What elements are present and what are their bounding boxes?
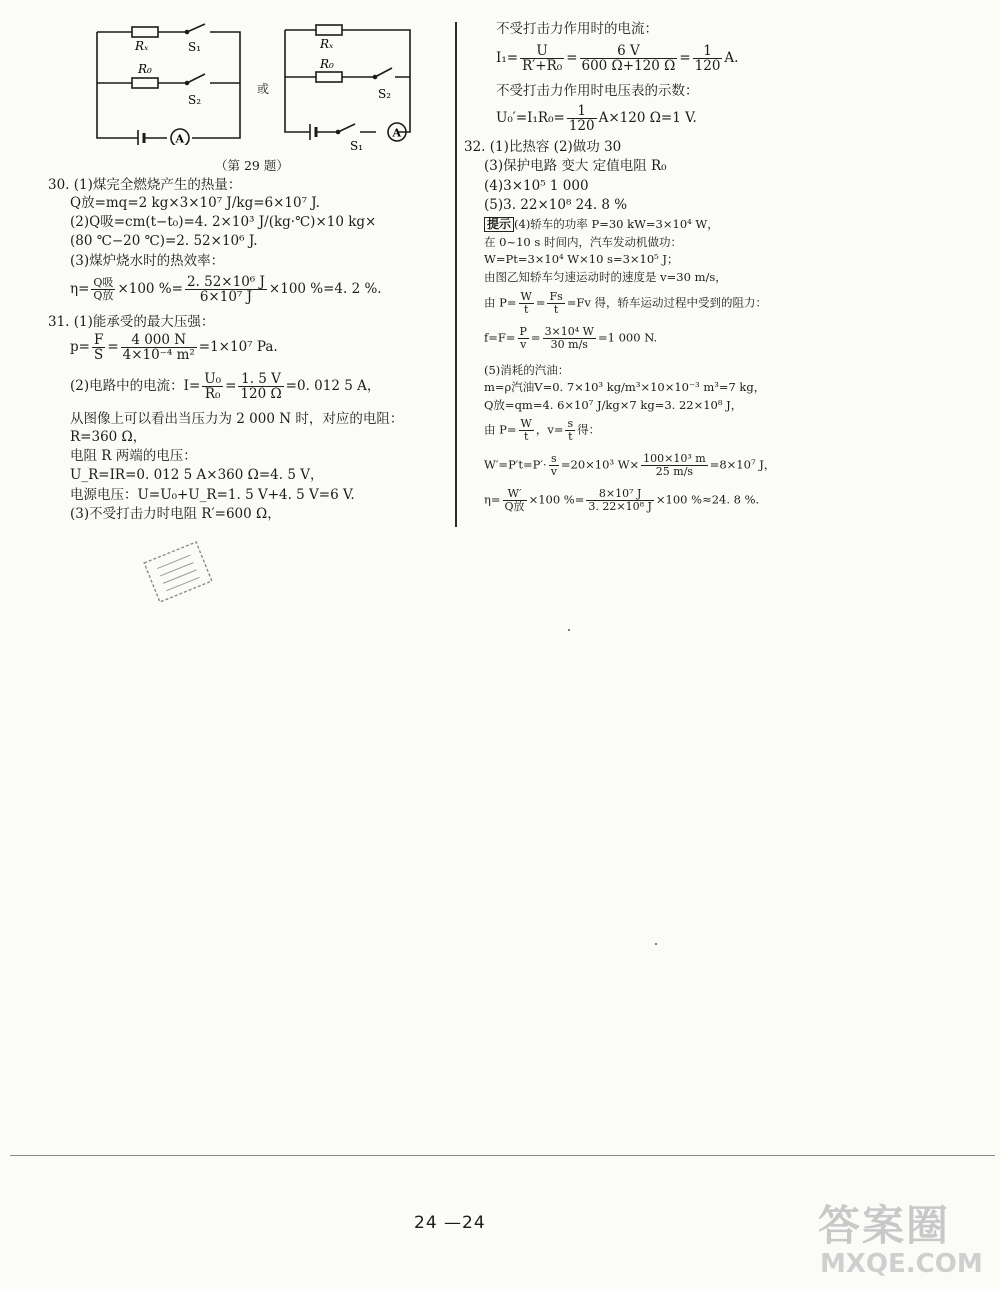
q32-line-9 [484, 291, 767, 316]
q32-line-16 [484, 488, 759, 513]
q32-frac-4-num: 3×10⁴ W [544, 325, 594, 338]
q32-frac-7 [549, 453, 559, 478]
q32-frac-4 [543, 326, 596, 351]
q32-line-10 [484, 326, 657, 351]
label-s2-2: S₂ [378, 87, 392, 101]
q32-frac-3-num: P [519, 325, 527, 338]
q30-line-4: (80 ℃−20 ℃)=2. 52×10⁶ J. [70, 233, 258, 249]
q32-frac-5 [519, 418, 534, 443]
label-s1-2: S₁ [350, 139, 364, 152]
q31-frac-2-den: 4×10⁻⁴ m² [122, 347, 195, 363]
r-frac-1-den: R′+R₀ [522, 58, 563, 74]
q32-line-3: (4)3×10⁵ 1 000 [484, 178, 589, 194]
r-line-2 [496, 44, 738, 73]
q31-line-2 [70, 333, 278, 362]
q32-line-1: 32. (1)比热容 (2)做功 30 [464, 139, 622, 155]
q32-frac-10-num: 8×10⁷ J [586, 488, 654, 501]
label-rx-2: Rₓ [320, 37, 334, 51]
q32-tip-text: (4)轿车的功率 P=30 kW=3×10⁴ W， [514, 217, 719, 231]
figure-caption: （第 29 题） [215, 158, 289, 173]
q31-frac-1 [92, 333, 105, 362]
q32-frac-9-den: Q放 [504, 500, 525, 513]
r-line-3: 不受打击力作用时电压表的示数： [496, 83, 699, 99]
q30-frac-2-den: 6×10⁷ J [199, 289, 253, 305]
q32-l16-pre: η= [484, 492, 501, 507]
r-frac-3-den: 120 [694, 58, 721, 74]
q30-frac-1 [91, 277, 115, 302]
q31-line-7: U_R=IR=0. 012 5 A×360 Ω=4. 5 V， [70, 467, 324, 483]
q32-line-15 [484, 453, 775, 478]
scan-speck [655, 943, 657, 945]
watermark-logo [818, 1193, 993, 1285]
q30-line-6 [70, 275, 382, 304]
q32-frac-10 [586, 488, 654, 513]
q31-frac-2-num: 4 000 N [121, 333, 197, 348]
r-frac-2-den: 600 Ω+120 Ω [581, 58, 676, 74]
q32-l15-pre: W′=P′t=P′· [484, 457, 547, 472]
left-column [0, 0, 455, 540]
q31-frac-3-den: R₀ [204, 386, 221, 402]
r-frac-2-num: 6 V [580, 44, 678, 59]
q32-line-2: (3)保护电路 变大 定值电阻 R₀ [484, 158, 667, 174]
r-frac-4-num: 1 [567, 104, 597, 119]
q31-line-8: 电源电压：U=U₀+U_R=1. 5 V+4. 5 V=6 V. [70, 487, 355, 503]
q31-frac-4-den: 120 Ω [240, 386, 282, 402]
q32-frac-6 [565, 418, 575, 443]
q32-frac-2-den: t [553, 303, 559, 316]
q32-l10-post: =1 000 N. [598, 330, 658, 345]
r-eq-2: = [679, 50, 691, 66]
q31-frac-3-num: U₀ [204, 371, 222, 387]
label-s1: S₁ [188, 40, 202, 54]
q31-frac-3 [202, 372, 223, 401]
r-frac-1-num: U [520, 44, 564, 59]
r-frac-4 [567, 104, 597, 133]
r-frac-2 [580, 44, 678, 73]
label-ammeter-2: A [392, 126, 402, 140]
q32-line-8: 由图乙知轿车匀速运动时的速度是 v=30 m/s， [484, 270, 727, 284]
q32-frac-7-num: s [549, 453, 559, 466]
q31-current-label: (2)电路中的电流：I= [70, 378, 201, 394]
q32-frac-8-den: 25 m/s [655, 465, 694, 478]
q32-frac-10-den: 3. 22×10⁸ J [588, 500, 652, 513]
q30-frac-1-num: Q吸 [93, 276, 114, 289]
q31-line-1: 31. (1)能承受的最大压强： [48, 314, 215, 330]
q32-frac-2 [547, 291, 564, 316]
q32-frac-3 [518, 326, 529, 351]
r-frac-4-den: 120 [568, 118, 595, 134]
q31-line-4: 从图像上可以看出当压力为 2 000 N 时，对应的电阻： [70, 411, 404, 427]
q32-line-4: (5)3. 22×10⁸ 24. 8 % [484, 197, 628, 213]
column-divider [455, 22, 457, 527]
r-eq-1: = [566, 50, 578, 66]
q32-line-11: (5)消耗的汽油： [484, 363, 570, 377]
q32-frac-4-den: 30 m/s [550, 338, 588, 351]
q30-result: ×100 %=4. 2 %. [268, 281, 382, 297]
q32-frac-6-den: t [568, 430, 573, 443]
r-frac-3 [693, 44, 723, 73]
q32-frac-5-num: W [520, 417, 532, 430]
scan-speck [568, 629, 570, 631]
r-frac-1 [520, 44, 564, 73]
q32-frac-3-den: v [520, 338, 527, 351]
q30-line-1: 30. (1)煤完全燃烧产生的热量： [48, 177, 242, 193]
q32-l10-pre: f=F= [484, 330, 516, 345]
q32-l10-eq: = [530, 330, 541, 345]
label-ammeter: A [175, 132, 185, 145]
q31-current-result: =0. 012 5 A， [285, 378, 381, 394]
q31-line-5: R=360 Ω， [70, 429, 147, 445]
r-i1: I₁= [496, 50, 519, 66]
label-s2: S₂ [188, 93, 202, 107]
q32-frac-6-num: s [567, 417, 574, 430]
q31-line-9: (3)不受打击力时电阻 R′=600 Ω， [70, 506, 281, 522]
q32-frac-7-den: v [550, 465, 557, 478]
q32-l9-pre: 由 P= [484, 295, 517, 310]
r-u0: U₀′=I₁R₀= [496, 110, 565, 126]
q30-mid: ×100 %= [117, 281, 183, 297]
r-unit-a: A. [724, 50, 739, 66]
footer-rule [10, 1155, 995, 1156]
circuit-diagram-2 [280, 22, 455, 152]
page-number: 24 —24 [414, 1213, 486, 1233]
or-label: 或 [257, 82, 270, 96]
q32-frac-9-num: W′ [503, 488, 527, 501]
q31-line-3 [70, 372, 380, 401]
r-u0-result: A×120 Ω=1 V. [598, 110, 697, 126]
q32-l15-mid: =20×10³ W× [560, 457, 640, 472]
q31-p: p= [70, 339, 90, 355]
q32-frac-9 [503, 488, 527, 513]
r-line-1: 不受打击力作用时的电流： [496, 21, 658, 37]
label-r0-2: R₀ [320, 57, 334, 71]
q32-l16-mid: ×100 %= [528, 492, 585, 507]
label-rx: Rₓ [135, 39, 149, 53]
q30-line-5: (3)煤炉烧水时的热效率： [70, 253, 225, 269]
q32-l14-mid: ，v= [535, 422, 564, 437]
q32-frac-1-num: W [520, 290, 532, 303]
q32-l16-post: ×100 %≈24. 8 %. [655, 492, 760, 507]
tip-badge: 提示 [484, 217, 514, 232]
r-frac-3-num: 1 [693, 44, 723, 59]
watermark-cn: 答案圈 [818, 1201, 951, 1250]
q30-frac-2-num: 2. 52×10⁶ J [186, 274, 265, 290]
q32-frac-1-den: t [523, 303, 529, 316]
q31-frac-4 [238, 372, 283, 401]
q32-l9-post: =Fv 得，轿车运动过程中受到的阻力： [566, 295, 768, 310]
q31-pressure-result: =1×10⁷ Pa. [198, 339, 278, 355]
q32-line-12: m=ρ汽油V=0. 7×10³ kg/m³×10×10⁻³ m³=7 kg， [484, 380, 766, 394]
q32-l15-post: =8×10⁷ J， [709, 457, 776, 472]
q32-line-5 [484, 215, 719, 233]
q31-eq: = [107, 339, 119, 355]
q32-l9-eq: = [535, 295, 546, 310]
q31-frac-1-den: S [94, 347, 104, 363]
q32-frac-1 [519, 291, 534, 316]
q31-frac-4-num: 1. 5 V [238, 372, 283, 387]
q31-frac-1-num: F [93, 332, 104, 348]
q30-frac-1-den: Q放 [93, 289, 114, 302]
q32-frac-8-num: 100×10³ m [643, 452, 706, 465]
q32-line-6: 在 0~10 s 时间内，汽车发动机做功： [484, 235, 682, 249]
q31-eq-2: = [225, 378, 237, 394]
q30-line-2: Q放=mq=2 kg×3×10⁷ J/kg=6×10⁷ J. [70, 195, 320, 211]
watermark-en: MXQE.COM [820, 1249, 983, 1279]
q31-line-6: 电阻 R 两端的电压： [70, 448, 197, 464]
circuit-diagram-1 [92, 20, 247, 145]
q30-eta: η= [70, 281, 90, 297]
right-column [460, 0, 1000, 540]
q32-l14-pre: 由 P= [484, 422, 517, 437]
q32-line-14 [484, 418, 600, 443]
q32-line-13: Q放=qm=4. 6×10⁷ J/kg×7 kg=3. 22×10⁸ J， [484, 398, 743, 412]
q32-frac-2-num: Fs [549, 290, 563, 303]
q30-frac-2 [185, 275, 267, 304]
q32-frac-5-den: t [523, 430, 529, 443]
q31-frac-2 [121, 333, 197, 362]
q32-line-7: W=Pt=3×10⁴ W×10 s=3×10⁵ J； [484, 252, 679, 266]
r-line-4 [496, 104, 697, 133]
q30-line-3: (2)Q吸=cm(t−t₀)=4. 2×10³ J/(kg·℃)×10 kg× [70, 214, 377, 230]
label-r0: R₀ [138, 62, 152, 76]
stamp-graphic [142, 539, 215, 604]
q32-l14-post: 得： [577, 422, 601, 437]
q32-frac-8 [641, 453, 708, 478]
